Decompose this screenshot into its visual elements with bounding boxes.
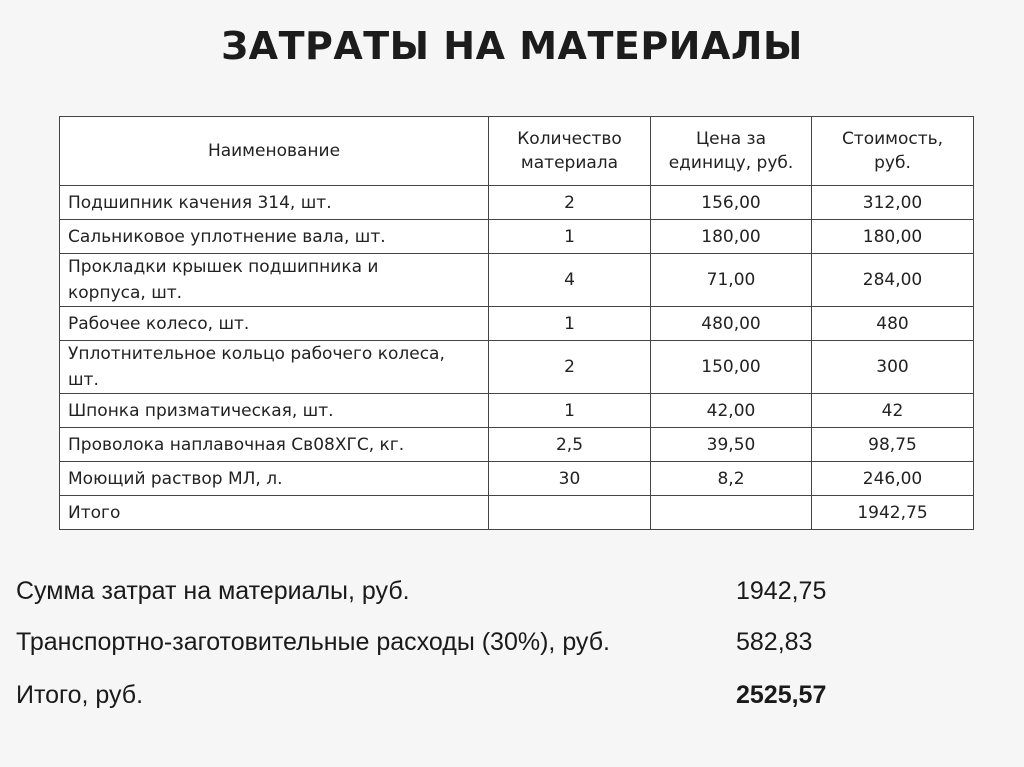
cell-unit-price: 39,50 <box>651 428 812 462</box>
cell-name: Уплотнительное кольцо рабочего колеса, шт. <box>60 341 489 394</box>
table-total-row <box>60 496 974 530</box>
table-header-row <box>60 117 974 186</box>
cell-name: Моющий раствор МЛ, л. <box>60 462 489 496</box>
cell-quantity: 30 <box>489 462 651 496</box>
summary-materials-value: 1942,75 <box>736 577 827 605</box>
header-quantity: Количество материала <box>489 117 651 186</box>
cell-unit-price: 480,00 <box>651 307 812 341</box>
cell-unit-price: 180,00 <box>651 220 812 254</box>
cell-quantity: 2 <box>489 186 651 220</box>
cell-name: Подшипник качения 314, шт. <box>60 186 489 220</box>
table-row <box>60 394 974 428</box>
cell-name: Рабочее колесо, шт. <box>60 307 489 341</box>
cell-quantity: 4 <box>489 254 651 307</box>
summary-transport-value: 582,83 <box>736 628 813 656</box>
cell-name: Проволока наплавочная Св08ХГС, кг. <box>60 428 489 462</box>
summary-transport-label: Транспортно-заготовительные расходы (30%), руб. <box>16 628 610 656</box>
header-unit-price: Цена за единицу, руб. <box>651 117 812 186</box>
header-name: Наименование <box>60 117 489 186</box>
cell-unit-price: 71,00 <box>651 254 812 307</box>
cell-cost: 300 <box>812 341 974 394</box>
cell-unit-price: 150,00 <box>651 341 812 394</box>
cell-quantity: 2 <box>489 341 651 394</box>
table-row <box>60 341 974 394</box>
cell-quantity: 1 <box>489 307 651 341</box>
table-row <box>60 462 974 496</box>
cell-unit-price: 42,00 <box>651 394 812 428</box>
cell-name: Шпонка призматическая, шт. <box>60 394 489 428</box>
summary-materials-label: Сумма затрат на материалы, руб. <box>16 577 410 605</box>
table-row <box>60 220 974 254</box>
cell-empty <box>489 496 651 530</box>
cell-cost: 284,00 <box>812 254 974 307</box>
cell-total-label: Итого <box>60 496 489 530</box>
cell-cost: 42 <box>812 394 974 428</box>
cell-quantity: 2,5 <box>489 428 651 462</box>
table-row <box>60 428 974 462</box>
cell-quantity: 1 <box>489 220 651 254</box>
cell-name: Прокладки крышек подшипника и корпуса, шт. <box>60 254 489 307</box>
cell-name: Сальниковое уплотнение вала, шт. <box>60 220 489 254</box>
cell-cost: 180,00 <box>812 220 974 254</box>
cell-unit-price: 8,2 <box>651 462 812 496</box>
cell-unit-price: 156,00 <box>651 186 812 220</box>
cell-empty <box>651 496 812 530</box>
table-row <box>60 186 974 220</box>
summary-total-label: Итого, руб. <box>16 681 144 709</box>
cell-cost: 312,00 <box>812 186 974 220</box>
cell-cost: 246,00 <box>812 462 974 496</box>
materials-table <box>59 116 974 530</box>
cell-cost: 98,75 <box>812 428 974 462</box>
cell-total-cost: 1942,75 <box>812 496 974 530</box>
cell-quantity: 1 <box>489 394 651 428</box>
table-row <box>60 254 974 307</box>
header-cost: Стоимость, руб. <box>812 117 974 186</box>
table-row <box>60 307 974 341</box>
page-title: ЗАТРАТЫ НА МАТЕРИАЛЫ <box>221 24 803 68</box>
summary-total-value: 2525,57 <box>736 681 827 709</box>
cell-cost: 480 <box>812 307 974 341</box>
